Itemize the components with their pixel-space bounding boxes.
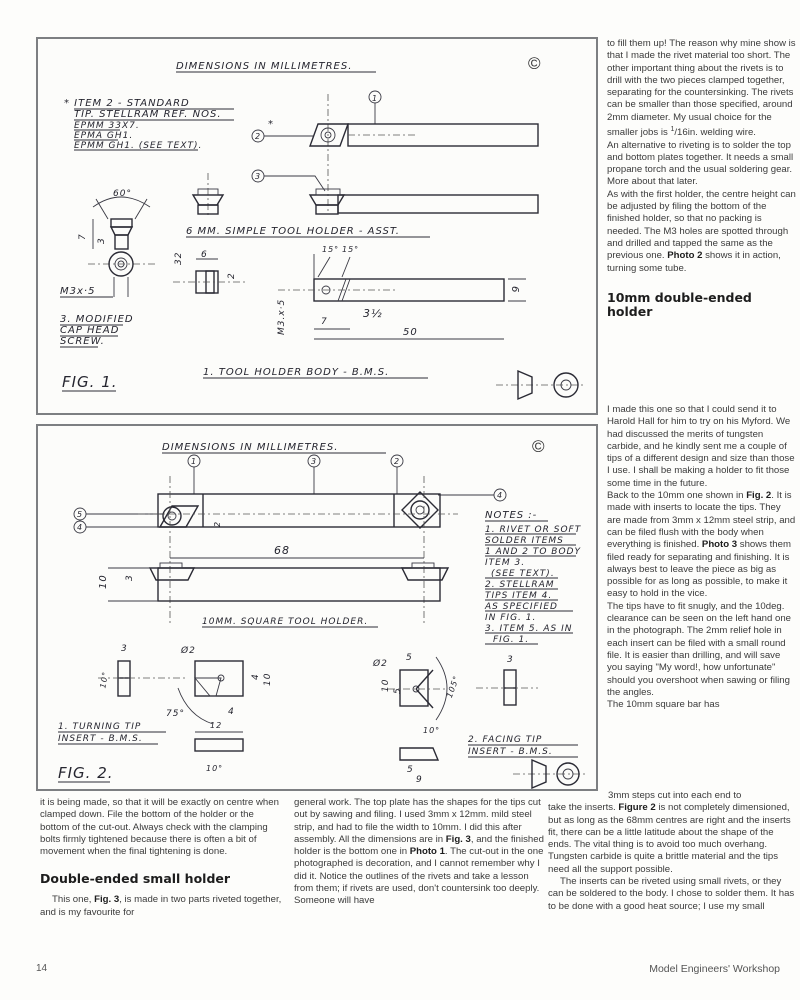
svg-text:5: 5: [406, 653, 413, 663]
body-title: 1. TOOL HOLDER BODY - B.M.S.: [203, 367, 390, 378]
callout-2: 2: [255, 132, 262, 141]
svg-text:15°: 15°: [322, 245, 340, 254]
screw-title: [60, 314, 134, 347]
assembly-title: 6 MM. SIMPLE TOOL HOLDER - ASST.: [186, 226, 400, 237]
svg-text:10°: 10°: [423, 726, 441, 735]
article-column-right-top: [607, 38, 797, 319]
svg-text:FIG. 1.: FIG. 1.: [493, 635, 530, 645]
svg-text:10: 10: [263, 672, 273, 686]
paragraph: to fill them up! The reason why mine show is that I made the rivet material too short. The other important thing about the rivets is to drill with the two pieces clamped together, separating for the countersinking. The rivets can be smaller than those specified, around 2mm diameter. My usual choice for the smaller jobs is $^1$/16in. welding wire.: [607, 38, 796, 139]
figure-2-drawing: [38, 426, 596, 789]
svg-text:7: 7: [78, 233, 88, 240]
svg-text:3: 3: [125, 574, 135, 581]
svg-text:SCREW.: SCREW.: [60, 336, 105, 347]
svg-text:IN FIG. 1.: IN FIG. 1.: [485, 613, 537, 623]
svg-text:10: 10: [98, 574, 109, 589]
facing-tip-title: [468, 735, 578, 757]
callout-3: 3: [255, 172, 262, 181]
screw-thread: M3x·5: [60, 286, 96, 297]
paragraph: it is being made, so that it will be exactly on centre when clamped down. File the bottom of the holder or the bottom of the cut-out. Always check with the clamping bolts firmly tightened because there is often a bit of movement when the final tightening is done.: [40, 797, 279, 858]
svg-text:SOLDER ITEMS: SOLDER ITEMS: [485, 536, 564, 546]
body-length: 50: [403, 327, 418, 338]
page-number: 14: [36, 963, 48, 974]
figure-2-label: FIG. 2.: [58, 764, 114, 782]
projection-symbol-icon: [496, 371, 583, 399]
svg-text:3: 3: [311, 457, 318, 466]
paragraph: I made this one so that I could send it to Harold Hall for him to try on his Myford. We had discussed the merits of tungsten carbide, and he kindly sent me a couple of tips of a different design and size than those I use. I shall be making a holder to fit those some time in the future.: [607, 404, 795, 489]
svg-text:2: 2: [394, 457, 401, 466]
magazine-title: Model Engineers' Workshop: [649, 963, 780, 975]
copyright-icon: ©: [528, 54, 541, 73]
paragraph: Back to the 10mm one shown in Fig. 2. It is made with inserts to locate the tips. They are made from 3mm x 12mm steel strip, and can be filed flush with the body when everything is finished. Photo 3 shows them filed ready for separating and finishing. It is always best to leave the piece as big as possible for as long as possible, to make it easy to hold in the vice.: [607, 490, 796, 600]
svg-text:75°: 75°: [166, 709, 185, 719]
svg-text:1. RIVET OR SOFT: 1. RIVET OR SOFT: [485, 525, 582, 535]
turning-tip-title: [58, 722, 166, 744]
item2-note: [64, 98, 234, 151]
svg-text:10: 10: [381, 678, 391, 692]
svg-text:10°: 10°: [206, 764, 224, 773]
turning-tip-drawing: [98, 644, 273, 773]
svg-text:INSERT - B.M.S.: INSERT - B.M.S.: [58, 734, 143, 744]
paragraph: 3mm steps cut into each end to: [608, 790, 742, 801]
svg-text:4: 4: [497, 491, 504, 500]
paragraph: As with the first holder, the centre height can be adjusted by filing the bottom of the finished holder, so that no packing is needed. The M3 holes are spotted through and drilled and tapped the same as the previous one. Photo 2 shows it in action, turning some tube.: [607, 188, 796, 274]
callout-1: 1: [372, 94, 379, 103]
svg-text:12: 12: [210, 721, 223, 730]
svg-text:EPMM GH1. (SEE TEXT).: EPMM GH1. (SEE TEXT).: [74, 141, 203, 151]
svg-text:4: 4: [77, 523, 84, 532]
figure-1-label: FIG. 1.: [62, 373, 118, 391]
svg-text:Ø2: Ø2: [373, 659, 388, 669]
paragraph: The 10mm square bar has: [607, 699, 720, 711]
centres-dim: 68: [274, 544, 290, 557]
fig2-header: DIMENSIONS IN MILLIMETRES.: [162, 442, 339, 453]
svg-text:3: 3: [507, 655, 514, 665]
svg-text:EPMA GH1.: EPMA GH1.: [74, 131, 134, 141]
svg-text:1 AND 2 TO BODY: 1 AND 2 TO BODY: [485, 547, 581, 557]
svg-text:10°: 10°: [98, 670, 111, 689]
figure-2: [36, 424, 598, 791]
svg-text:TIPS ITEM 4.: TIPS ITEM 4.: [485, 591, 553, 601]
svg-text:105°: 105°: [444, 674, 462, 700]
svg-text:TIP. STELLRAM REF. NOS.: TIP. STELLRAM REF. NOS.: [74, 109, 222, 120]
fig1-header: DIMENSIONS IN MILLIMETRES.: [176, 61, 353, 72]
paragraph: The tips have to fit snugly, and the 10deg. clearance can be seen on the left hand one in the photograph. The 2mm relief hole in each insert can be filed with a small round file. It is easier than drilling, and will save you saying "My word!, how unfortunate" should you overshoot when sawing or filing the angles.: [607, 600, 792, 698]
svg-text:1: 1: [191, 457, 198, 466]
article-column-right-bottom: [548, 790, 798, 913]
figure-1: [36, 37, 598, 415]
svg-text:7: 7: [321, 317, 328, 327]
svg-text:3½: 3½: [363, 307, 383, 320]
svg-text:5: 5: [393, 687, 403, 694]
svg-text:9: 9: [416, 775, 423, 785]
svg-text:2. STELLRAM: 2. STELLRAM: [485, 580, 555, 590]
section-heading-10mm: 10mm double-ended holder: [607, 289, 752, 319]
svg-text:INSERT - B.M.S.: INSERT - B.M.S.: [468, 747, 553, 757]
article-column-middle: [294, 797, 544, 908]
svg-text:4: 4: [228, 707, 235, 717]
svg-text:5: 5: [77, 510, 84, 519]
svg-text:ITEM 3.: ITEM 3.: [485, 558, 526, 568]
copyright-icon: ©: [532, 437, 545, 456]
svg-text:3: 3: [97, 237, 107, 244]
paragraph: take the inserts. Figure 2 is not completely dimensioned, but as long as the 68mm centres are right and the inserts fit, there can be a little latitude about the shape of the ends. The vital thing is to avoid too much overhang. Tungsten carbide is quite a brittle material and the tips need all the support possible.: [548, 802, 791, 875]
svg-text:3. ITEM 5. AS IN: 3. ITEM 5. AS IN: [485, 624, 573, 634]
svg-text:4: 4: [251, 673, 261, 680]
svg-text:3. MODIFIED: 3. MODIFIED: [60, 314, 134, 325]
paragraph: This one, Fig. 3, is made in two parts riveted together, and is my favourite for: [40, 894, 282, 918]
screw-angle: 60°: [113, 189, 132, 199]
paragraph: An alternative to riveting is to solder the top and bottom plates together. It needs a small propane torch and the usual soldering gear. More about that later.: [607, 139, 794, 188]
article-column-right: [607, 404, 797, 711]
assembly-title: 10MM. SQUARE TOOL HOLDER.: [202, 617, 369, 627]
svg-text:1. TURNING TIP: 1. TURNING TIP: [58, 722, 142, 732]
svg-text:6: 6: [201, 250, 208, 260]
svg-text:*: *: [268, 119, 274, 130]
article-column-left: [40, 797, 285, 919]
svg-text:3: 3: [121, 644, 128, 654]
section-heading-small-holder: Double-ended small holder: [40, 871, 231, 887]
svg-text:5: 5: [407, 765, 414, 775]
svg-text:M3.x·5: M3.x·5: [277, 298, 287, 335]
fig2-notes: [484, 510, 582, 645]
svg-text:6: 6: [509, 286, 520, 294]
paragraph: The inserts can be riveted using small rivets, or they can be soldered to the body. I chose to solder them. It has to be done with a good heat source; I use my small: [548, 876, 795, 912]
svg-text:* ITEM 2 - STANDARD: * ITEM 2 - STANDARD: [64, 98, 190, 109]
paragraph: general work. The top plate has the shapes for the tips cut out by sawing and filing. I used 3mm x 12mm. mild steel strip, and had to file the width to 10mm. I did this after assembly. All the dimensions are in Fig. 3, and the finished holder is the bottom one in Photo 1. The cut-out in the one photographed is decoration, and I cannot remember why I did it. Notice the outlines of the rivets and take a lesson from them; if rivets are used, don't countersink too deeply. Someone will have: [294, 797, 544, 907]
svg-text:(SEE TEXT).: (SEE TEXT).: [491, 569, 555, 579]
svg-text:EPMM 33X7.: EPMM 33X7.: [74, 121, 140, 131]
svg-text:2. FACING TIP: 2. FACING TIP: [468, 735, 543, 745]
svg-text:2: 2: [213, 520, 222, 527]
svg-text:Ø2: Ø2: [181, 646, 196, 656]
svg-text:32: 32: [174, 251, 184, 265]
svg-text:2: 2: [227, 272, 237, 279]
svg-text:AS SPECIFIED: AS SPECIFIED: [485, 602, 558, 612]
svg-text:CAP HEAD: CAP HEAD: [60, 325, 120, 336]
svg-text:15°: 15°: [342, 245, 360, 254]
facing-tip-drawing: [372, 653, 538, 785]
figure-1-drawing: [38, 39, 596, 413]
svg-text:NOTES :-: NOTES :-: [485, 510, 538, 521]
projection-symbol-icon: [513, 760, 588, 788]
